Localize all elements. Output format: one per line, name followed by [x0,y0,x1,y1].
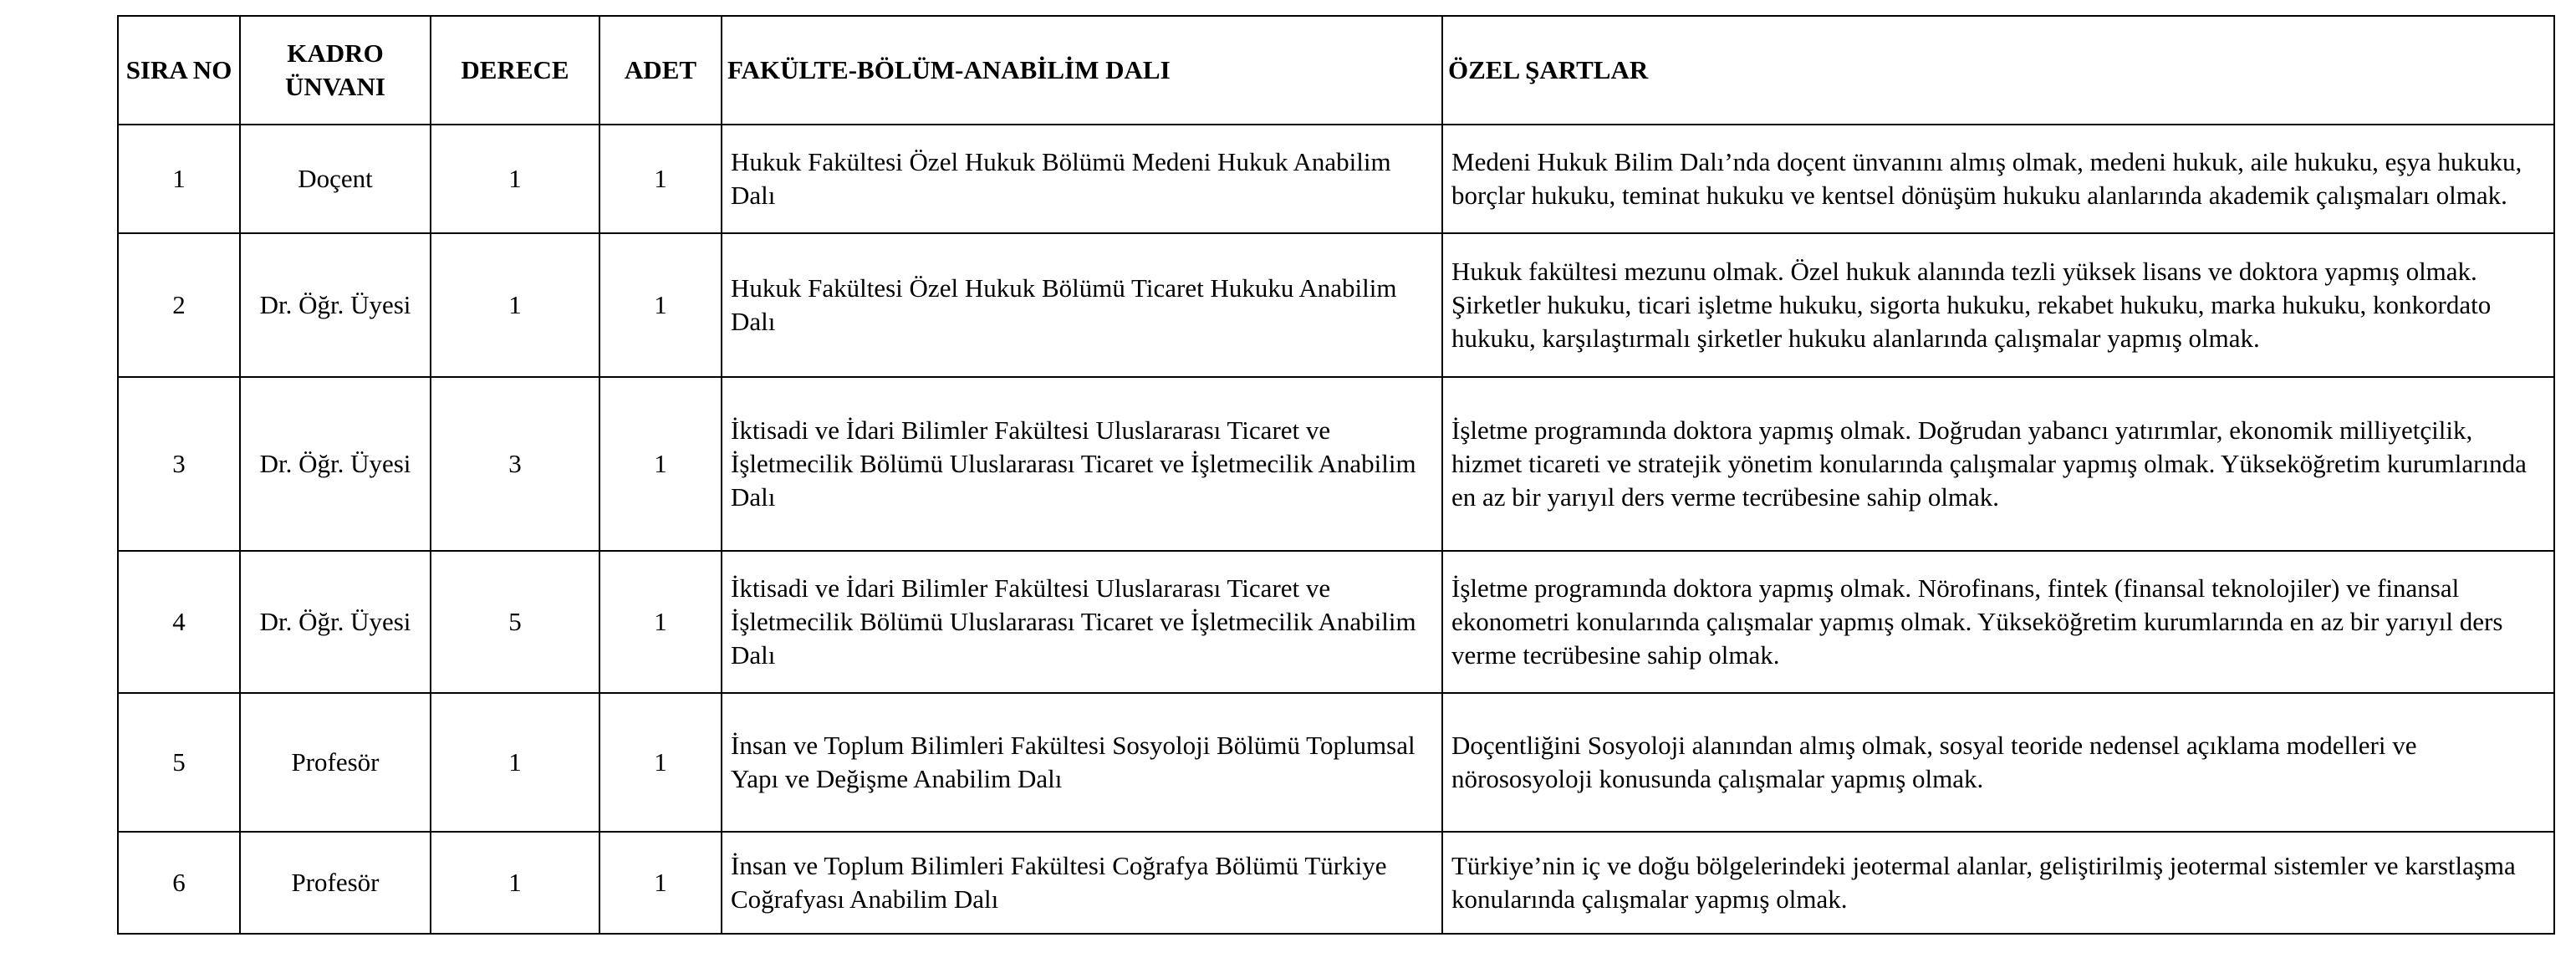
cell-sartlar: Türkiye’nin iç ve doğu bölgelerindeki jeotermal alanlar, geliştirilmiş jeotermal sistemler ve karstlaşma konularında çalışmalar yapmış olmak. [1442,832,2554,934]
cell-unvan: Doçent [240,125,431,233]
cell-sira: 2 [118,233,240,377]
table-row [118,693,2554,832]
cell-sartlar: Doçentliğini Sosyoloji alanından almış olmak, sosyal teoride nedensel açıklama modelleri ve nörososyoloji konusunda çalışmalar yapmış olmak. [1442,693,2554,832]
cell-adet: 1 [599,832,722,934]
table-header-row [118,16,2554,125]
cell-derece: 5 [431,551,599,693]
cell-sira: 5 [118,693,240,832]
cell-unvan: Profesör [240,693,431,832]
kadro-table [117,15,2555,935]
cell-adet: 1 [599,551,722,693]
cell-fakulte: Hukuk Fakültesi Özel Hukuk Bölümü Medeni Hukuk Anabilim Dalı [722,125,1442,233]
cell-fakulte: İnsan ve Toplum Bilimleri Fakültesi Sosyoloji Bölümü Toplumsal Yapı ve Değişme Anabilim Dalı [722,693,1442,832]
cell-sartlar: Medeni Hukuk Bilim Dalı’nda doçent ünvanını almış olmak, medeni hukuk, aile hukuku, eşya hukuku, borçlar hukuku, teminat hukuku ve kentsel dönüşüm hukuku alanlarında akademik çalışmaları olmak. [1442,125,2554,233]
cell-sartlar: İşletme programında doktora yapmış olmak. Doğrudan yabancı yatırımlar, ekonomik milliyetçilik, hizmet ticareti ve stratejik yönetim konularında çalışmalar yapmış olmak. Yükseköğretim kurumlarında en az bir yarıyıl ders verme tecrübesine sahip olmak. [1442,377,2554,551]
cell-adet: 1 [599,125,722,233]
cell-derece: 3 [431,377,599,551]
cell-unvan: Profesör [240,832,431,934]
cell-derece: 1 [431,832,599,934]
cell-sira: 6 [118,832,240,934]
header-kadro-unvani: KADRO ÜNVANI [240,16,431,125]
cell-derece: 1 [431,233,599,377]
header-adet: ADET [599,16,722,125]
cell-sartlar: Hukuk fakültesi mezunu olmak. Özel hukuk alanında tezli yüksek lisans ve doktora yapmış olmak. Şirketler hukuku, ticari işletme hukuku, sigorta hukuku, rekabet hukuku, marka hukuku, konkordato hukuku, karşılaştırmalı şirketler hukuku alanlarında çalışmalar yapmış olmak. [1442,233,2554,377]
cell-fakulte: İktisadi ve İdari Bilimler Fakültesi Uluslararası Ticaret ve İşletmecilik Bölümü Uluslararası Ticaret ve İşletmecilik Anabilim Dalı [722,551,1442,693]
table-row [118,377,2554,551]
cell-unvan: Dr. Öğr. Üyesi [240,551,431,693]
cell-adet: 1 [599,693,722,832]
cell-derece: 1 [431,125,599,233]
cell-sira: 1 [118,125,240,233]
cell-fakulte: İktisadi ve İdari Bilimler Fakültesi Uluslararası Ticaret ve İşletmecilik Bölümü Uluslararası Ticaret ve İşletmecilik Anabilim Dalı [722,377,1442,551]
cell-sira: 3 [118,377,240,551]
cell-derece: 1 [431,693,599,832]
table-row [118,832,2554,934]
cell-sartlar: İşletme programında doktora yapmış olmak. Nörofinans, fintek (finansal teknolojiler) ve finansal ekonometri konularında çalışmalar yapmış olmak. Yükseköğretim kurumlarında en az bir yarıyıl ders verme tecrübesine sahip olmak. [1442,551,2554,693]
cell-fakulte: Hukuk Fakültesi Özel Hukuk Bölümü Ticaret Hukuku Anabilim Dalı [722,233,1442,377]
cell-adet: 1 [599,233,722,377]
cell-adet: 1 [599,377,722,551]
table-row [118,125,2554,233]
table-row [118,551,2554,693]
header-sira-no: SIRA NO [118,16,240,125]
header-fakulte: FAKÜLTE-BÖLÜM-ANABİLİM DALI [722,16,1442,125]
cell-unvan: Dr. Öğr. Üyesi [240,377,431,551]
cell-fakulte: İnsan ve Toplum Bilimleri Fakültesi Coğrafya Bölümü Türkiye Coğrafyası Anabilim Dalı [722,832,1442,934]
header-ozel-sartlar: ÖZEL ŞARTLAR [1442,16,2554,125]
cell-sira: 4 [118,551,240,693]
cell-unvan: Dr. Öğr. Üyesi [240,233,431,377]
header-derece: DERECE [431,16,599,125]
table-row [118,233,2554,377]
